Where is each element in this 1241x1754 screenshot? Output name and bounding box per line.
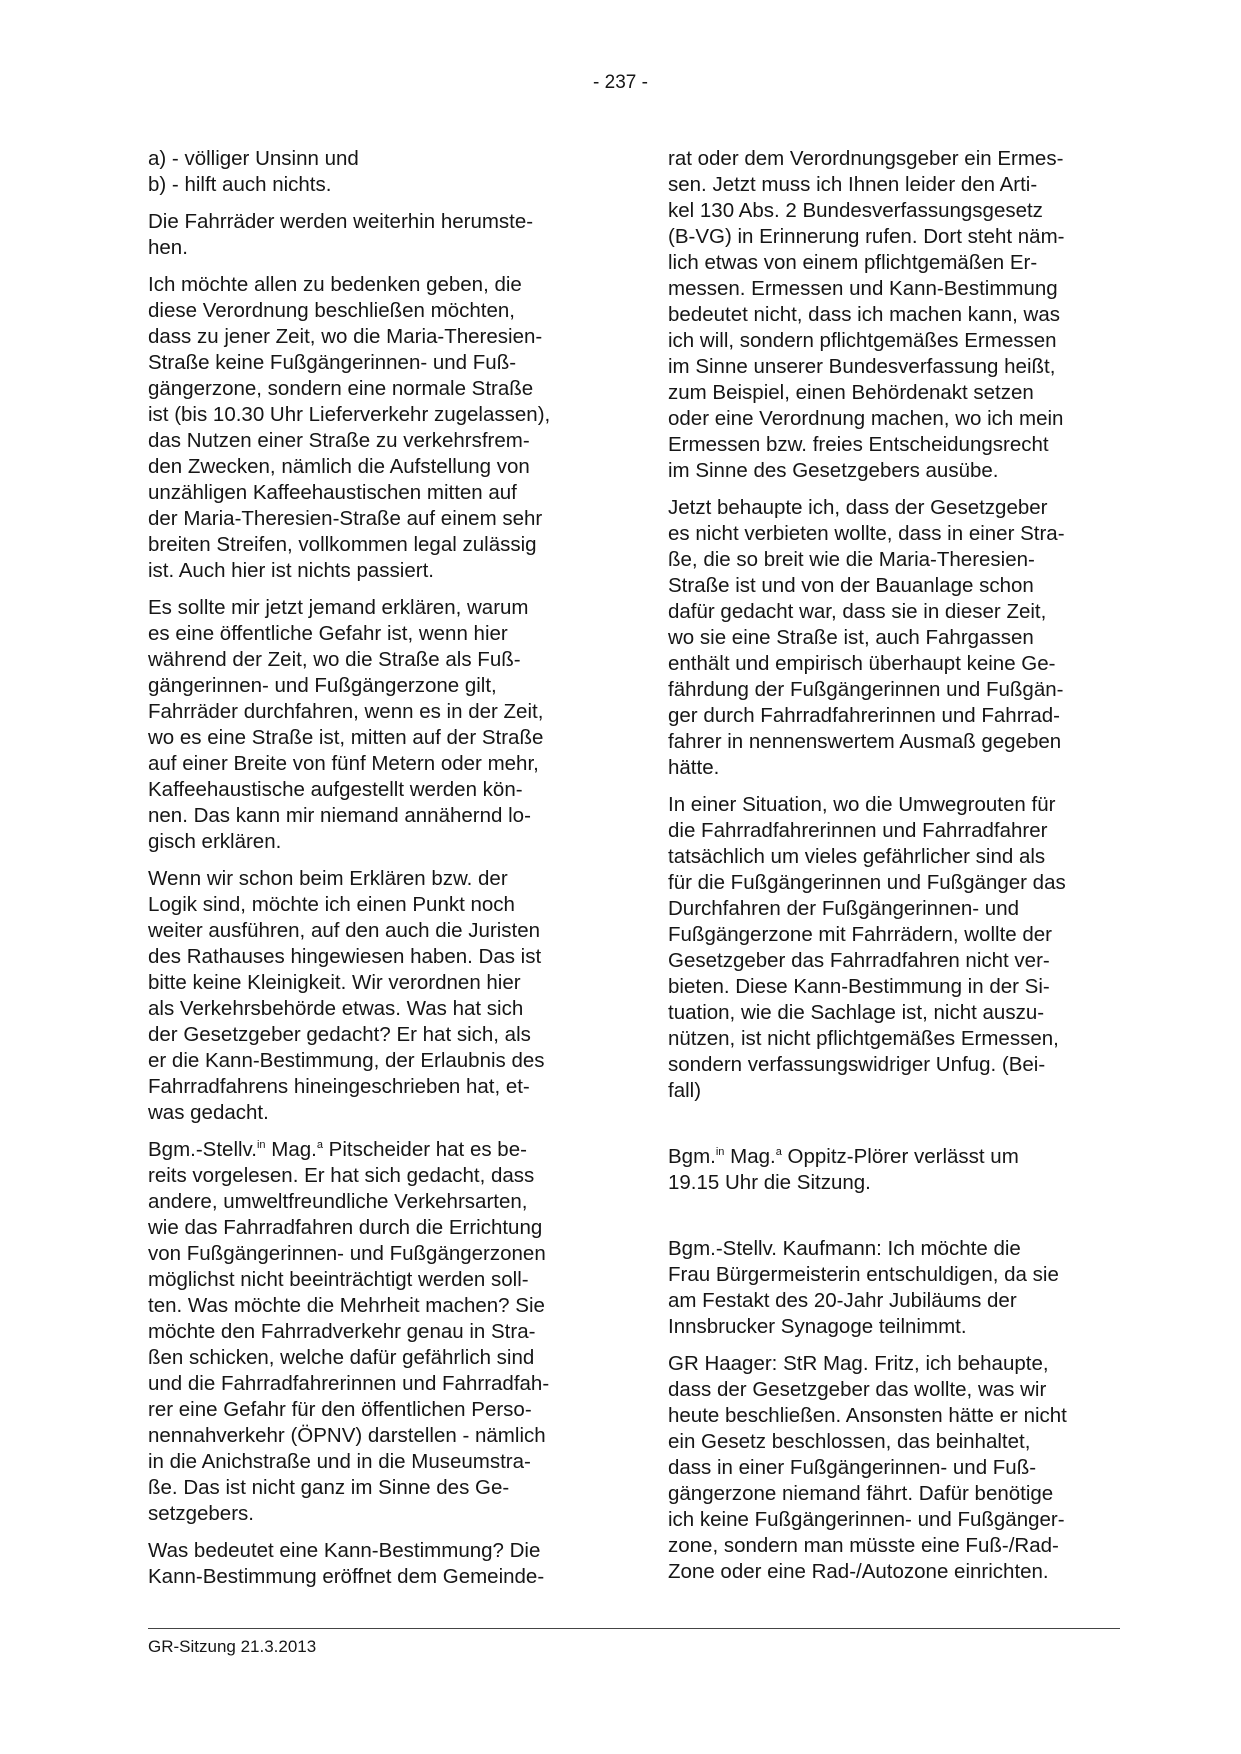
right-column: [668, 146, 1120, 1596]
left-column: [148, 146, 598, 1601]
paragraph: Es sollte mir jetzt jemand erklären, warum es eine öffentliche Gefahr ist, wenn hier während der Zeit, wo die Straße als Fuß- gängerinnen- und Fußgängerzone gilt, Fahrräder durchfahren, wenn es in der Zeit, wo es eine Straße ist, mitten auf der Straße auf einer Breite von fünf Metern oder mehr, Kaffeehaustische aufgestellt werden kön- nen. Das kann mir niemand annähernd lo- gisch erklären.: [148, 596, 544, 853]
text-span: Pitscheider hat es be- reits vorgelesen. Er hat sich gedacht, dass andere, umweltfreundliche Verkehrsarten, wie das Fahrradfahren durch die Errichtung von Fußgängerinnen- und Fußgängerzonen möglichst nicht beeinträchtigt werden soll- ten. Was möchte die Mehrheit machen? Sie möchte den Fahrradverkehr genau in Stra- ßen schicken, welche dafür gefährlich sind und die Fahrradfahrerinnen und Fahrradfah- rer eine Gefahr für den öffentlichen Perso- nennahverkehr (ÖPNV) darstellen - nämlich in die Anichstraße und in die Museumstra- ße. Das ist nicht ganz im Sinne des Ge- setzgebers.: [148, 1138, 550, 1525]
paragraph: Bgm.-Stellv. Kaufmann: Ich möchte die Frau Bürgermeisterin entschuldigen, da sie am Festakt des 20-Jahr Jubiläums der Innsbrucker Synagoge teilnimmt.: [668, 1237, 1059, 1338]
text-span: Bgm.-Stellv.: [148, 1138, 257, 1161]
paragraph: Jetzt behaupte ich, dass der Gesetzgeber es nicht verbieten wollte, dass in einer Stra- ße, die so breit wie die Maria-Theresien- Straße ist und von der Bauanlage schon dafür gedacht war, dass sie in dieser Zeit, wo sie eine Straße ist, auch Fahrgassen enthält und empirisch überhaupt keine Ge- fährdung der Fußgängerinnen und Fußgän- ger durch Fahrradfahrerinnen und Fahrrad- fahrer in nennenswertem Ausmaß gegeben hätte.: [668, 496, 1065, 779]
text-span: Mag.: [724, 1145, 776, 1168]
paragraph: Was bedeutet eine Kann-Bestimmung? Die Kann-Bestimmung eröffnet dem Gemeinde-: [148, 1539, 545, 1588]
paragraph: Ich möchte allen zu bedenken geben, die diese Verordnung beschließen möchten, dass zu jener Zeit, wo die Maria-Theresien- Straße keine Fußgängerinnen- und Fuß- gängerzone, sondern eine normale Straße ist (bis 10.30 Uhr Lieferverkehr zugelassen), das Nutzen einer Straße zu verkehrsfrem- den Zwecken, nämlich die Aufstellung von unzähligen Kaffeehaustischen mitten auf der Maria-Theresien-Straße auf einem sehr breiten Streifen, vollkommen legal zulässig ist. Auch hier ist nichts passiert.: [148, 273, 551, 582]
page-number: - 237 -: [593, 72, 648, 93]
paragraph: [148, 1137, 598, 1527]
footer-text: GR-Sitzung 21.3.2013: [148, 1637, 317, 1656]
superscript: a: [316, 1139, 323, 1151]
paragraph: rat oder dem Verordnungsgeber ein Ermes- sen. Jetzt muss ich Ihnen leider den Arti- kel 130 Abs. 2 Bundesverfassungsgesetz (B-VG) in Erinnerung rufen. Dort steht näm- lich etwas von einem pflichtgemäßen Er- messen. Ermessen und Kann-Bestimmung bedeutet nicht, dass ich machen kann, was ich will, sondern pflichtgemäßes Ermessen im Sinne unserer Bundesverfassung heißt, zum Beispiel, einen Behördenakt setzen oder eine Verordnung machen, wo ich mein Ermessen bzw. freies Entscheidungsrecht im Sinne des Gesetzgebers ausübe.: [668, 147, 1065, 482]
footer-divider: [148, 1628, 1120, 1629]
paragraph: Die Fahrräder werden weiterhin herumste- hen.: [148, 210, 534, 259]
paragraph: GR Haager: StR Mag. Fritz, ich behaupte, dass der Gesetzgeber das wollte, was wir heute beschließen. Ansonsten hätte er nicht ein Gesetz beschlossen, das beinhaltet, dass in einer Fußgängerinnen- und Fuß- gängerzone niemand fährt. Dafür benötige ich keine Fußgängerinnen- und Fußgänger- zone, sondern man müsste eine Fuß-/Rad- Zone oder eine Rad-/Autozone einrichten.: [668, 1352, 1067, 1583]
text-span: Oppitz-Plörer verlässt um 19.15 Uhr die Sitzung.: [668, 1145, 1019, 1194]
paragraph: [668, 1144, 1120, 1196]
text-span: Mag.: [265, 1138, 317, 1161]
paragraph: Wenn wir schon beim Erklären bzw. der Logik sind, möchte ich einen Punkt noch weiter ausführen, auf den auch die Juristen des Rathauses hingewiesen haben. Das ist bitte keine Kleinigkeit. Wir verordnen hier als Verkehrsbehörde etwas. Was hat sich der Gesetzgeber gedacht? Er hat sich, als er die Kann-Bestimmung, der Erlaubnis des Fahrradfahrens hineingeschrieben hat, et- was gedacht.: [148, 867, 545, 1124]
superscript: a: [775, 1146, 782, 1158]
text-span: Bgm.: [668, 1145, 716, 1168]
paragraph: In einer Situation, wo die Umwegrouten für die Fahrradfahrerinnen und Fahrradfahrer tatsächlich um vieles gefährlicher sind als für die Fußgängerinnen und Fußgänger das Durchfahren der Fußgängerinnen- und Fußgängerzone mit Fahrrädern, wollte der Gesetzgeber das Fahrradfahren nicht ver- bieten. Diese Kann-Bestimmung in der Si- tuation, wie die Sachlage ist, nicht auszu- nützen, ist nicht pflichtgemäßes Ermessen, sondern verfassungswidriger Unfug. (Bei- fall): [668, 793, 1066, 1102]
superscript: in: [715, 1146, 725, 1158]
paragraph: a) - völliger Unsinn und b) - hilft auch nichts.: [148, 147, 359, 196]
superscript: in: [256, 1139, 266, 1151]
